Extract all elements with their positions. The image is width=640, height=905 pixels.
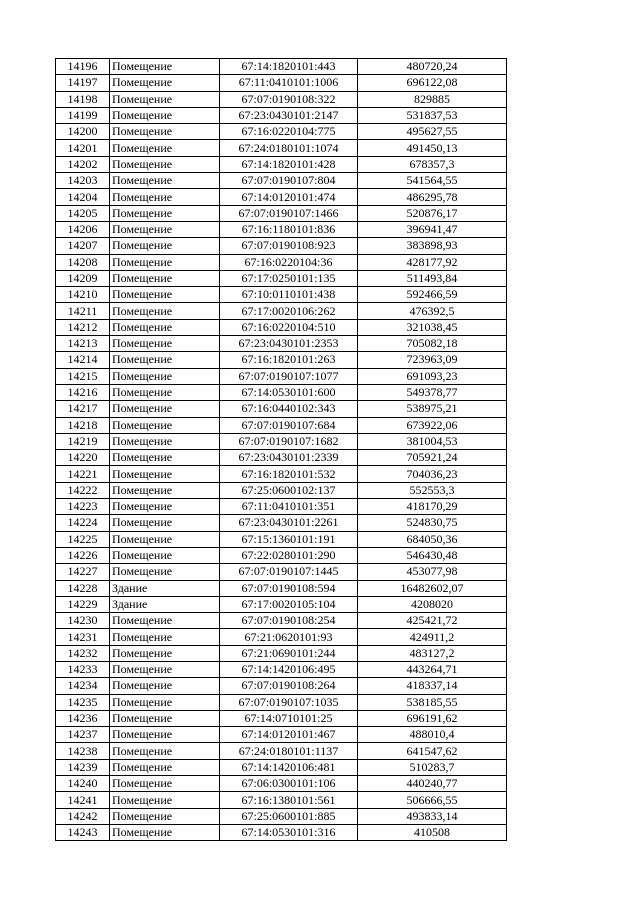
cadastral-number-cell: 67:14:0710101:25 (220, 710, 358, 726)
row-number-cell: 14198 (56, 91, 110, 107)
cadastral-number-cell: 67:07:0190108:594 (220, 580, 358, 596)
cadastral-value-cell: 440240,77 (358, 776, 507, 792)
cadastral-number-cell: 67:07:0190108:254 (220, 613, 358, 629)
object-type-cell: Помещение (110, 645, 220, 661)
cadastral-value-cell: 678357,3 (358, 156, 507, 172)
table-row (56, 270, 507, 286)
row-number-cell: 14241 (56, 792, 110, 808)
object-type-cell: Помещение (110, 287, 220, 303)
object-type-cell: Помещение (110, 91, 220, 107)
table-row (56, 205, 507, 221)
object-type-cell: Здание (110, 580, 220, 596)
object-type-cell: Помещение (110, 694, 220, 710)
cadastral-value-cell: 552553,3 (358, 482, 507, 498)
cadastral-value-cell: 491450,13 (358, 140, 507, 156)
row-number-cell: 14215 (56, 368, 110, 384)
table-row (56, 499, 507, 515)
table-row (56, 107, 507, 123)
table-row (56, 466, 507, 482)
row-number-cell: 14211 (56, 303, 110, 319)
table-row (56, 743, 507, 759)
object-type-cell: Помещение (110, 156, 220, 172)
row-number-cell: 14242 (56, 808, 110, 824)
cadastral-value-cell: 673922,06 (358, 417, 507, 433)
row-number-cell: 14221 (56, 466, 110, 482)
cadastral-number-cell: 67:23:0430101:2147 (220, 107, 358, 123)
row-number-cell: 14219 (56, 433, 110, 449)
cadastral-value-cell: 510283,7 (358, 759, 507, 775)
table-row (56, 352, 507, 368)
object-type-cell: Помещение (110, 710, 220, 726)
cadastral-number-cell: 67:24:0180101:1074 (220, 140, 358, 156)
table-row (56, 140, 507, 156)
row-number-cell: 14238 (56, 743, 110, 759)
row-number-cell: 14222 (56, 482, 110, 498)
object-type-cell: Помещение (110, 661, 220, 677)
object-type-cell: Помещение (110, 515, 220, 531)
object-type-cell: Помещение (110, 678, 220, 694)
cadastral-value-cell: 321038,45 (358, 319, 507, 335)
cadastral-number-cell: 67:17:0250101:135 (220, 270, 358, 286)
table-row (56, 727, 507, 743)
row-number-cell: 14229 (56, 596, 110, 612)
object-type-cell: Помещение (110, 564, 220, 580)
table-row (56, 531, 507, 547)
object-type-cell: Помещение (110, 336, 220, 352)
cadastral-value-cell: 383898,93 (358, 238, 507, 254)
cadastral-value-cell: 520876,17 (358, 205, 507, 221)
cadastral-number-cell: 67:07:0190107:684 (220, 417, 358, 433)
cadastral-value-cell: 425421,72 (358, 613, 507, 629)
cadastral-number-cell: 67:07:0190107:1035 (220, 694, 358, 710)
row-number-cell: 14204 (56, 189, 110, 205)
cadastral-value-cell: 443264,71 (358, 661, 507, 677)
table-row (56, 564, 507, 580)
table-row (56, 792, 507, 808)
row-number-cell: 14205 (56, 205, 110, 221)
row-number-cell: 14208 (56, 254, 110, 270)
row-number-cell: 14226 (56, 547, 110, 563)
table-row (56, 645, 507, 661)
object-type-cell: Помещение (110, 401, 220, 417)
cadastral-number-cell: 67:23:0430101:2261 (220, 515, 358, 531)
row-number-cell: 14227 (56, 564, 110, 580)
row-number-cell: 14202 (56, 156, 110, 172)
object-type-cell: Помещение (110, 433, 220, 449)
cadastral-number-cell: 67:14:0530101:316 (220, 824, 358, 840)
object-type-cell: Помещение (110, 303, 220, 319)
object-type-cell: Помещение (110, 613, 220, 629)
row-number-cell: 14220 (56, 450, 110, 466)
row-number-cell: 14218 (56, 417, 110, 433)
table-row (56, 433, 507, 449)
cadastral-number-cell: 67:14:0530101:600 (220, 384, 358, 400)
table-row (56, 776, 507, 792)
cadastral-value-cell: 684050,36 (358, 531, 507, 547)
object-type-cell: Помещение (110, 727, 220, 743)
row-number-cell: 14196 (56, 59, 110, 75)
table-row (56, 189, 507, 205)
object-type-cell: Помещение (110, 352, 220, 368)
row-number-cell: 14209 (56, 270, 110, 286)
cadastral-number-cell: 67:07:0190107:804 (220, 173, 358, 189)
object-type-cell: Помещение (110, 759, 220, 775)
row-number-cell: 14223 (56, 499, 110, 515)
table-row (56, 336, 507, 352)
object-type-cell: Помещение (110, 776, 220, 792)
cadastral-value-cell: 410508 (358, 824, 507, 840)
cadastral-number-cell: 67:25:0600101:885 (220, 808, 358, 824)
row-number-cell: 14197 (56, 75, 110, 91)
cadastral-value-cell: 483127,2 (358, 645, 507, 661)
cadastral-number-cell: 67:16:0220104:775 (220, 124, 358, 140)
object-type-cell: Помещение (110, 368, 220, 384)
cadastral-value-cell: 493833,14 (358, 808, 507, 824)
row-number-cell: 14199 (56, 107, 110, 123)
cadastral-value-cell: 495627,55 (358, 124, 507, 140)
object-type-cell: Помещение (110, 270, 220, 286)
row-number-cell: 14200 (56, 124, 110, 140)
row-number-cell: 14243 (56, 824, 110, 840)
row-number-cell: 14207 (56, 238, 110, 254)
cadastral-number-cell: 67:15:1360101:191 (220, 531, 358, 547)
cadastral-value-cell: 538185,55 (358, 694, 507, 710)
cadastral-number-cell: 67:16:1820101:263 (220, 352, 358, 368)
row-number-cell: 14210 (56, 287, 110, 303)
object-type-cell: Помещение (110, 450, 220, 466)
row-number-cell: 14217 (56, 401, 110, 417)
object-type-cell: Помещение (110, 173, 220, 189)
table-row (56, 547, 507, 563)
table-row (56, 710, 507, 726)
cadastral-number-cell: 67:07:0190108:923 (220, 238, 358, 254)
row-number-cell: 14237 (56, 727, 110, 743)
table-row (56, 759, 507, 775)
cadastral-number-cell: 67:17:0020106:262 (220, 303, 358, 319)
cadastral-value-cell: 476392,5 (358, 303, 507, 319)
cadastral-number-cell: 67:14:1820101:428 (220, 156, 358, 172)
row-number-cell: 14213 (56, 336, 110, 352)
table-row (56, 694, 507, 710)
row-number-cell: 14228 (56, 580, 110, 596)
object-type-cell: Помещение (110, 808, 220, 824)
cadastral-number-cell: 67:23:0430101:2339 (220, 450, 358, 466)
object-type-cell: Помещение (110, 238, 220, 254)
cadastral-value-cell: 549378,77 (358, 384, 507, 400)
object-type-cell: Здание (110, 596, 220, 612)
table-row (56, 450, 507, 466)
cadastral-value-cell: 696191,62 (358, 710, 507, 726)
row-number-cell: 14203 (56, 173, 110, 189)
cadastral-number-cell: 67:14:1420106:481 (220, 759, 358, 775)
row-number-cell: 14206 (56, 221, 110, 237)
cadastral-number-cell: 67:14:1820101:443 (220, 59, 358, 75)
cadastral-value-cell: 396941,47 (358, 221, 507, 237)
table-row (56, 173, 507, 189)
table-row (56, 221, 507, 237)
object-type-cell: Помещение (110, 107, 220, 123)
cadastral-value-cell: 418337,14 (358, 678, 507, 694)
cadastral-value-cell: 511493,84 (358, 270, 507, 286)
row-number-cell: 14224 (56, 515, 110, 531)
row-number-cell: 14235 (56, 694, 110, 710)
row-number-cell: 14233 (56, 661, 110, 677)
row-number-cell: 14234 (56, 678, 110, 694)
row-number-cell: 14212 (56, 319, 110, 335)
table-row (56, 287, 507, 303)
table-row (56, 678, 507, 694)
cadastral-value-cell: 705921,24 (358, 450, 507, 466)
object-type-cell: Помещение (110, 221, 220, 237)
table-row (56, 515, 507, 531)
cadastral-number-cell: 67:16:0220104:36 (220, 254, 358, 270)
object-type-cell: Помещение (110, 205, 220, 221)
cadastral-value-cell: 538975,21 (358, 401, 507, 417)
cadastral-value-cell: 546430,48 (358, 547, 507, 563)
object-type-cell: Помещение (110, 547, 220, 563)
row-number-cell: 14239 (56, 759, 110, 775)
cadastral-value-cell: 381004,53 (358, 433, 507, 449)
row-number-cell: 14230 (56, 613, 110, 629)
table-body (56, 59, 507, 841)
row-number-cell: 14214 (56, 352, 110, 368)
cadastral-value-cell: 4208020 (358, 596, 507, 612)
row-number-cell: 14231 (56, 629, 110, 645)
cadastral-value-cell: 829885 (358, 91, 507, 107)
cadastral-number-cell: 67:16:1820101:532 (220, 466, 358, 482)
object-type-cell: Помещение (110, 417, 220, 433)
object-type-cell: Помещение (110, 59, 220, 75)
row-number-cell: 14201 (56, 140, 110, 156)
table-row (56, 124, 507, 140)
object-type-cell: Помещение (110, 824, 220, 840)
table-row (56, 384, 507, 400)
cadastral-value-cell: 691093,23 (358, 368, 507, 384)
object-type-cell: Помещение (110, 254, 220, 270)
cadastral-number-cell: 67:14:0120101:467 (220, 727, 358, 743)
object-type-cell: Помещение (110, 482, 220, 498)
row-number-cell: 14236 (56, 710, 110, 726)
cadastral-number-cell: 67:14:0120101:474 (220, 189, 358, 205)
cadastral-value-cell: 704036,23 (358, 466, 507, 482)
table-row (56, 613, 507, 629)
cadastral-value-cell: 531837,53 (358, 107, 507, 123)
table-row (56, 482, 507, 498)
registry-table (55, 58, 507, 841)
cadastral-number-cell: 67:07:0190107:1077 (220, 368, 358, 384)
cadastral-number-cell: 67:07:0190107:1445 (220, 564, 358, 580)
table-row (56, 596, 507, 612)
cadastral-value-cell: 453077,98 (358, 564, 507, 580)
cadastral-number-cell: 67:07:0190108:264 (220, 678, 358, 694)
object-type-cell: Помещение (110, 792, 220, 808)
cadastral-number-cell: 67:16:0440102:343 (220, 401, 358, 417)
cadastral-number-cell: 67:22:0280101:290 (220, 547, 358, 563)
cadastral-number-cell: 67:07:0190107:1466 (220, 205, 358, 221)
object-type-cell: Помещение (110, 384, 220, 400)
cadastral-number-cell: 67:06:0300101:106 (220, 776, 358, 792)
row-number-cell: 14216 (56, 384, 110, 400)
object-type-cell: Помещение (110, 319, 220, 335)
object-type-cell: Помещение (110, 743, 220, 759)
cadastral-number-cell: 67:07:0190108:322 (220, 91, 358, 107)
cadastral-value-cell: 592466,59 (358, 287, 507, 303)
cadastral-value-cell: 641547,62 (358, 743, 507, 759)
table-row (56, 401, 507, 417)
object-type-cell: Помещение (110, 499, 220, 515)
cadastral-number-cell: 67:25:0600102:137 (220, 482, 358, 498)
cadastral-value-cell: 424911,2 (358, 629, 507, 645)
table-row (56, 254, 507, 270)
table-row (56, 580, 507, 596)
object-type-cell: Помещение (110, 140, 220, 156)
cadastral-number-cell: 67:21:0620101:93 (220, 629, 358, 645)
cadastral-number-cell: 67:16:0220104:510 (220, 319, 358, 335)
cadastral-number-cell: 67:21:0690101:244 (220, 645, 358, 661)
cadastral-value-cell: 486295,78 (358, 189, 507, 205)
cadastral-value-cell: 705082,18 (358, 336, 507, 352)
cadastral-number-cell: 67:14:1420106:495 (220, 661, 358, 677)
cadastral-number-cell: 67:10:0110101:438 (220, 287, 358, 303)
row-number-cell: 14225 (56, 531, 110, 547)
object-type-cell: Помещение (110, 629, 220, 645)
cadastral-value-cell: 488010,4 (358, 727, 507, 743)
cadastral-value-cell: 506666,55 (358, 792, 507, 808)
table-row (56, 629, 507, 645)
cadastral-number-cell: 67:16:1180101:836 (220, 221, 358, 237)
cadastral-number-cell: 67:16:1380101:561 (220, 792, 358, 808)
cadastral-value-cell: 418170,29 (358, 499, 507, 515)
table-row (56, 238, 507, 254)
row-number-cell: 14232 (56, 645, 110, 661)
object-type-cell: Помещение (110, 189, 220, 205)
table-row (56, 59, 507, 75)
object-type-cell: Помещение (110, 531, 220, 547)
object-type-cell: Помещение (110, 466, 220, 482)
cadastral-value-cell: 480720,24 (358, 59, 507, 75)
cadastral-value-cell: 16482602,07 (358, 580, 507, 596)
table-row (56, 75, 507, 91)
cadastral-value-cell: 696122,08 (358, 75, 507, 91)
table-row (56, 808, 507, 824)
cadastral-value-cell: 428177,92 (358, 254, 507, 270)
table-row (56, 319, 507, 335)
cadastral-value-cell: 723963,09 (358, 352, 507, 368)
cadastral-number-cell: 67:17:0020105:104 (220, 596, 358, 612)
cadastral-number-cell: 67:07:0190107:1682 (220, 433, 358, 449)
table-row (56, 417, 507, 433)
table-row (56, 303, 507, 319)
cadastral-value-cell: 524830,75 (358, 515, 507, 531)
cadastral-number-cell: 67:11:0410101:351 (220, 499, 358, 515)
cadastral-number-cell: 67:23:0430101:2353 (220, 336, 358, 352)
cadastral-value-cell: 541564,55 (358, 173, 507, 189)
table-row (56, 368, 507, 384)
table-row (56, 156, 507, 172)
cadastral-number-cell: 67:11:0410101:1006 (220, 75, 358, 91)
object-type-cell: Помещение (110, 75, 220, 91)
table-row (56, 91, 507, 107)
cadastral-number-cell: 67:24:0180101:1137 (220, 743, 358, 759)
object-type-cell: Помещение (110, 124, 220, 140)
table-row (56, 661, 507, 677)
row-number-cell: 14240 (56, 776, 110, 792)
table-row (56, 824, 507, 840)
